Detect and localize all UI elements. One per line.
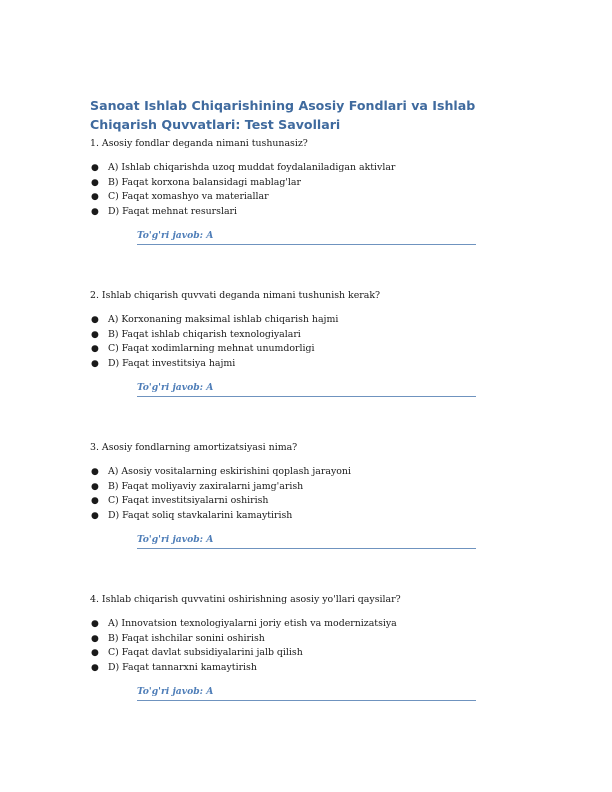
bullet-icon: ● [91, 481, 99, 492]
option-label: C) Faqat xodimlarning mehnat unumdorligi [108, 343, 315, 355]
question-1 [90, 138, 530, 245]
question-2 [90, 290, 530, 397]
question-text: 2. Ishlab chiqarish quvvati deganda nimani tushunish kerak? [90, 290, 381, 301]
option-label: D) Faqat investitsiya hajmi [108, 357, 236, 369]
document-title: Sanoat Ishlab Chiqarishining Asosiy Fondlari va Ishlab Chiqarish Quvvatlari: Test Savollari [90, 98, 476, 132]
bullet-icon: ● [91, 163, 99, 173]
option-item [90, 661, 530, 676]
option-item [90, 465, 530, 480]
option-label: D) Faqat tannarxni kamaytirish [108, 661, 257, 673]
document-page [90, 96, 530, 698]
options-list [90, 465, 530, 523]
option-label: A) Innovatsion texnologiyalarni joriy etish va modernizatsiya [108, 618, 397, 629]
option-item [90, 480, 530, 495]
bullet-icon: ● [91, 496, 99, 507]
bullet-icon: ● [91, 510, 99, 521]
bullet-icon: ● [91, 192, 99, 203]
question-4 [90, 594, 530, 701]
option-item [90, 342, 530, 357]
options-list [90, 313, 530, 371]
option-item [90, 205, 530, 220]
option-label: D) Faqat soliq stavkalarini kamaytirish [108, 509, 293, 521]
option-label: A) Ishlab chiqarishda uzoq muddat foydalaniladigan aktivlar [108, 162, 396, 173]
option-item [90, 190, 530, 205]
bullet-icon: ● [91, 648, 99, 659]
option-item [90, 646, 530, 661]
option-item [90, 632, 530, 647]
option-item [90, 509, 530, 524]
question-text: 3. Asosiy fondlarning amortizatsiyasi nima? [90, 442, 298, 453]
bullet-icon: ● [91, 619, 99, 629]
correct-answer: To'g'ri javob: A [137, 534, 476, 549]
options-list [90, 161, 530, 219]
option-label: B) Faqat korxona balansidagi mablag'lar [108, 176, 301, 188]
option-label: C) Faqat investitsiyalarni oshirish [108, 495, 269, 507]
option-item [90, 617, 530, 632]
correct-answer: To'g'ri javob: A [137, 230, 476, 245]
option-label: C) Faqat davlat subsidiyalarini jalb qilish [108, 647, 303, 659]
option-item [90, 176, 530, 191]
bullet-icon: ● [91, 344, 99, 355]
option-label: C) Faqat xomashyo va materiallar [108, 191, 269, 203]
option-label: A) Asosiy vositalarning eskirishini qoplash jarayoni [108, 466, 351, 477]
option-label: B) Faqat ishchilar sonini oshirish [108, 632, 265, 644]
bullet-icon: ● [91, 206, 99, 217]
question-text: 4. Ishlab chiqarish quvvatini oshirishning asosiy yo'llari qaysilar? [90, 594, 401, 605]
question-3 [90, 442, 530, 549]
correct-answer: To'g'ri javob: A [137, 382, 476, 397]
option-label: D) Faqat mehnat resurslari [108, 205, 238, 217]
option-item [90, 161, 530, 176]
option-label: A) Korxonaning maksimal ishlab chiqarish hajmi [108, 314, 339, 325]
bullet-icon: ● [91, 329, 99, 340]
bullet-icon: ● [91, 358, 99, 369]
bullet-icon: ● [91, 467, 99, 477]
bullet-icon: ● [91, 315, 99, 325]
option-label: B) Faqat moliyaviy zaxiralarni jamg'arish [108, 480, 304, 492]
option-item [90, 313, 530, 328]
option-item [90, 494, 530, 509]
bullet-icon: ● [91, 662, 99, 673]
options-list [90, 617, 530, 675]
question-text: 1. Asosiy fondlar deganda nimani tushunasiz? [90, 138, 308, 149]
bullet-icon: ● [91, 177, 99, 188]
correct-answer: To'g'ri javob: A [137, 686, 476, 701]
option-label: B) Faqat ishlab chiqarish texnologiyalari [108, 328, 301, 340]
bullet-icon: ● [91, 633, 99, 644]
option-item [90, 328, 530, 343]
option-item [90, 357, 530, 372]
